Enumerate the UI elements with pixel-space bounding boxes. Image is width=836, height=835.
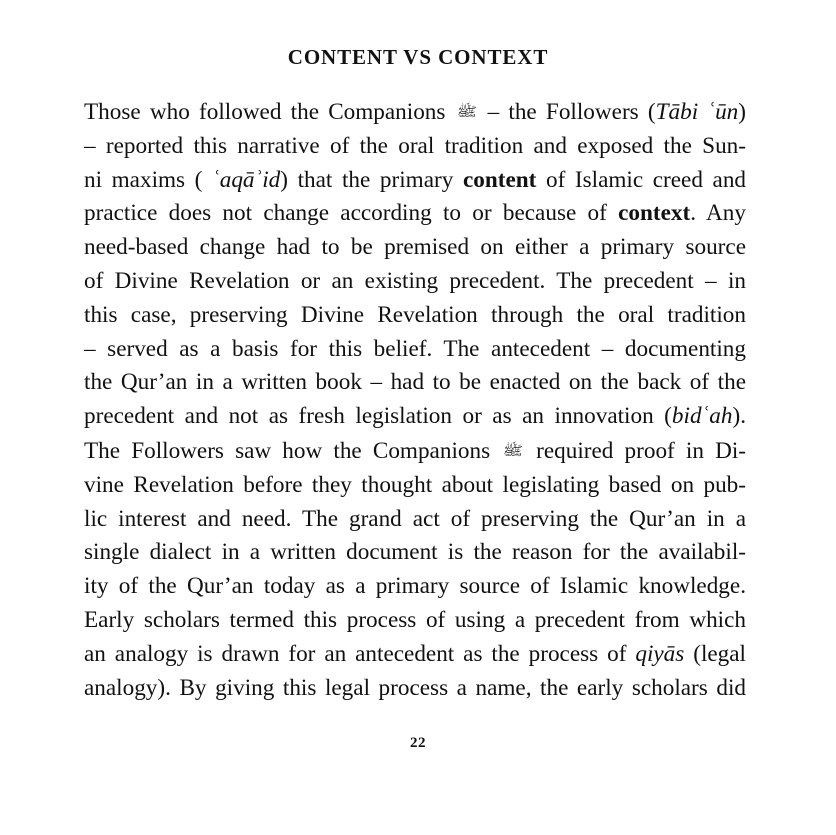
text-line: – reported this narrative of the oral tradition and exposed the Sun- <box>84 132 746 159</box>
text-line: this case, preserving Divine Revelation through the oral tradition <box>84 301 746 328</box>
text-line: an analogy is drawn for an antecedent as the process of qiyās (legal <box>84 640 747 667</box>
text-line: single dialect in a written document is the reason for the availabil- <box>84 539 746 566</box>
text-line: of Divine Revelation or an existing precedent. The precedent – in <box>84 267 746 294</box>
text-line: ity of the Qur’an today as a primary source of Islamic knowledge. <box>84 573 746 600</box>
text-line: vine Revelation before they thought about legislating based on pub- <box>84 471 746 498</box>
body-paragraph <box>84 95 746 705</box>
text-line: need-based change had to be premised on either a primary source <box>84 234 746 261</box>
running-head: CONTENT VS CONTEXT <box>287 45 549 69</box>
page-number: 22 <box>410 735 426 751</box>
text-line: Early scholars termed this process of using a precedent from which <box>84 606 746 633</box>
text-line: – served as a basis for this belief. The antecedent – documenting <box>84 335 746 362</box>
emphasis-term: content <box>462 166 537 193</box>
text-line: the Qur’an in a written book – had to be enacted on the back of the <box>84 369 746 396</box>
text-line: analogy). By giving this legal process a name, the early scholars did <box>84 674 746 701</box>
transliteration: ʿaqāʾid <box>212 166 281 193</box>
text-line: ni maxims ( ʿaqāʾid) that the primary content of Islamic creed and <box>84 166 747 193</box>
honorific-icon: ﷺ <box>456 104 477 119</box>
text-line: precedent and not as fresh legislation or as an innovation (bidʿah). <box>84 403 746 430</box>
transliteration: qiyās <box>635 640 685 667</box>
text-line: The Followers saw how the Companions ﷺ required proof in Di- <box>84 434 746 469</box>
transliteration: Tābi ʿūn <box>655 99 739 125</box>
text-line: lic interest and need. The grand act of preserving the Qur’an in a <box>84 505 746 532</box>
emphasis-term: context <box>618 200 691 227</box>
transliteration: bidʿah <box>671 403 733 430</box>
text-line: practice does not change according to or because of context. Any <box>84 200 746 227</box>
text-line: Those who followed the Companions ﷺ – the Followers (Tābi ʿūn) <box>84 95 746 130</box>
honorific-icon: ﷺ <box>502 442 524 458</box>
